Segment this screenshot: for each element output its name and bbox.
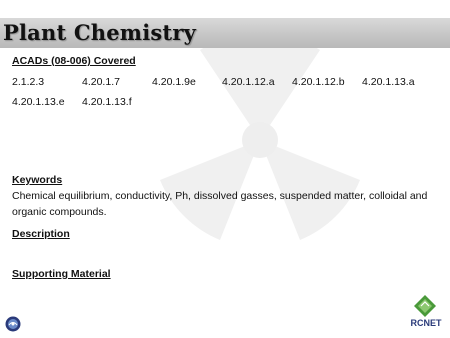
acad-code: 2.1.2.3 bbox=[12, 76, 45, 88]
acad-codes-list bbox=[12, 76, 442, 108]
keywords-text: Chemical equilibrium, conductivity, Ph, dissolved gasses, suspended matter, colloidal and organic compounds. bbox=[12, 190, 428, 218]
acad-code: 4.20.1.7 bbox=[82, 76, 120, 88]
acad-code: 4.20.1.13.a bbox=[362, 76, 415, 88]
page-title: Plant Chemistry bbox=[3, 20, 196, 45]
supporting-material-heading: Supporting Material bbox=[12, 268, 111, 280]
acad-code: 4.20.1.9e bbox=[152, 76, 196, 88]
acads-heading: ACADs (08-006) Covered bbox=[12, 55, 136, 67]
acad-code: 4.20.1.13.e bbox=[12, 96, 65, 108]
acad-code: 4.20.1.12.b bbox=[292, 76, 345, 88]
rcnet-logo-icon bbox=[404, 293, 446, 335]
rcnet-logo-text: RCNET bbox=[410, 318, 442, 328]
acad-code: 4.20.1.13.f bbox=[82, 96, 132, 108]
description-heading: Description bbox=[12, 228, 70, 240]
seal-icon bbox=[5, 316, 21, 332]
keywords-heading: Keywords bbox=[12, 174, 63, 186]
acad-code: 4.20.1.12.a bbox=[222, 76, 275, 88]
